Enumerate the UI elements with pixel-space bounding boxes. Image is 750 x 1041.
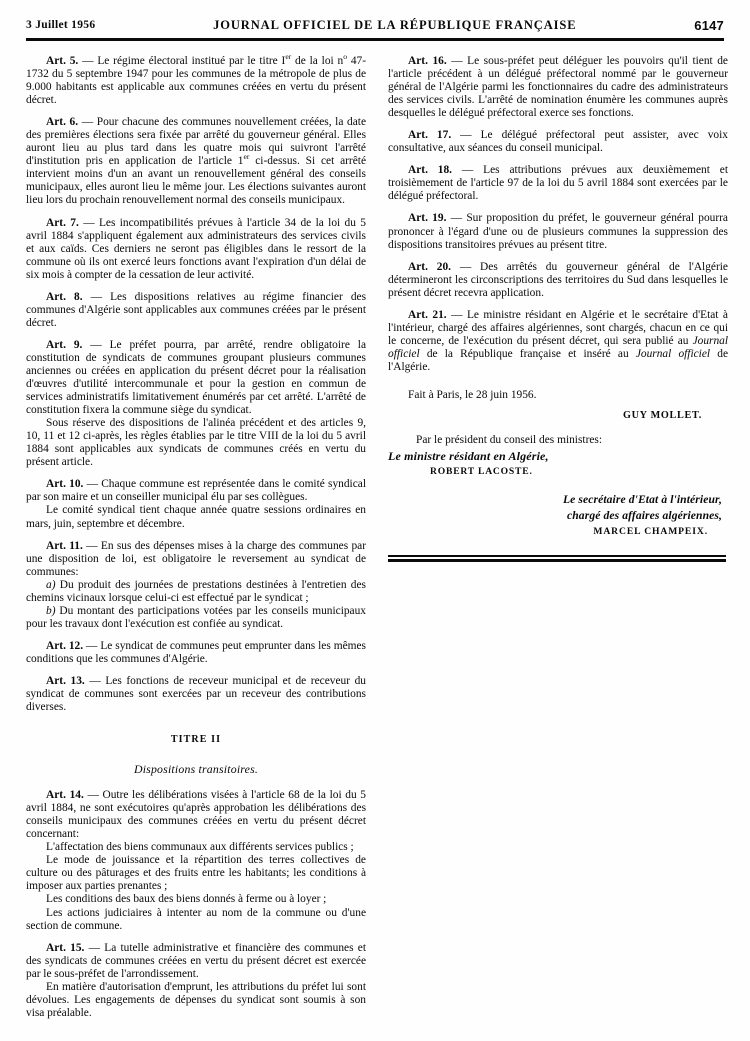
- article-subparagraph: L'affectation des biens communaux aux différents services publics ;: [46, 841, 354, 854]
- closing-rule-thin: [388, 555, 726, 557]
- primary-signature: GUY MOLLET.: [622, 410, 702, 422]
- countersigner-block: [388, 493, 728, 537]
- titre-heading-block: [26, 734, 366, 745]
- article-label: Art. 12.: [46, 639, 84, 652]
- article-subparagraph: Les actions judiciaires à intenter au nom de la commune ou d'une section de commune.: [26, 906, 366, 932]
- article-paragraph: Art. 20. — Des arrêtés du gouverneur général de l'Algérie détermineront les circonscriptions des territoires du Sud dans lesquelles le présent décret recevra application.: [388, 260, 728, 299]
- article-paragraph: Art. 17. — Le délégué préfectoral peut assister, avec voix consultative, aux séances du conseil municipal.: [388, 129, 728, 155]
- left-column: [26, 46, 366, 1020]
- masthead-date: 3 Juillet 1956: [26, 19, 96, 31]
- article-label: Art. 18.: [408, 164, 453, 177]
- article-paragraph: Art. 15. — La tutelle administrative et financière des communes et des syndicats de communes créées en vertu du présent décret est exercée par le sous-préfet de l'arrondissement.: [26, 941, 366, 980]
- article-paragraph: Art. 21. — Le ministre résidant en Algérie et le secrétaire d'Etat à l'intérieur, chargé des affaires algériennes, sont chargés, chacun en ce qui le concerne, de l'exécution du présent décret, qui sera publié au Journal officiel de la République française et inséré au Journal officiel de l'Algérie.: [388, 308, 729, 373]
- article-label: Art. 11.: [46, 539, 83, 552]
- article-paragraph: Art. 19. — Sur proposition du préfet, le gouverneur général pourra prononcer à l'égard d'une ou de plusieurs communes la suppression des dispositions transitoires prévues au présent titre.: [388, 212, 728, 251]
- article-label: Art. 21.: [408, 308, 447, 321]
- article-label: Art. 7.: [46, 216, 79, 229]
- article-label: Art. 20.: [408, 260, 451, 273]
- article-paragraph: Art. 16. — Le sous-préfet peut déléguer les pouvoirs qu'il tient de l'article précédent à un délégué préfectoral nommé par le gouverneur général de l'Algérie parmi les fonctionnaires du cadre des administrateurs des services civils. L'arrêté de nomination énumère les communes auprès desquelles le délégué préfectoral exerce ses fonctions.: [388, 55, 728, 120]
- article-label: Art. 16.: [408, 55, 447, 67]
- article-paragraph: Art. 7. — Les incompatibilités prévues à l'article 34 de la loi du 5 avril 1884 s'appliquent également aux administrateurs des services civils et aux caïds. Ces derniers ne seront pas éligibles dans le ressort de la commune où ils ont exercé leurs fonctions avant l'expiration d'un délai de six mois à compter de la cessation de leur activité.: [26, 216, 366, 281]
- article-paragraph: Art. 10. — Chaque commune est représentée dans le comité syndical par son maire et un conseiller municipal élu par ses collègues.: [26, 478, 366, 504]
- article-label: Art. 9.: [46, 338, 83, 351]
- closing-rule-thick: [388, 559, 726, 562]
- masthead-rule: [26, 38, 724, 41]
- article-label: Art. 8.: [46, 290, 83, 303]
- article-subparagraph: En matière d'autorisation d'emprunt, les attributions du préfet lui sont dévolues. Les engagements de dépenses du syndicat sont soumis à son visa préalable.: [26, 980, 366, 1019]
- article-label: Art. 13.: [46, 674, 85, 687]
- article-label: Art. 10.: [46, 478, 84, 491]
- article-label: Art. 17.: [408, 129, 452, 142]
- article-paragraph: Art. 8. — Les dispositions relatives au régime financier des communes d'Algérie sont applicables aux communes créées par le présent décret.: [26, 290, 366, 329]
- article-subparagraph: Le comité syndical tient chaque année quatre sessions ordinaires en mars, juin, septembre et décembre.: [26, 504, 366, 530]
- article-subparagraph: Sous réserve des dispositions de l'alinéa précédent et des articles 9, 10, 11 et 12 ci-après, les règles établies par le titre VIII de la loi du 5 avril 1884 sont applicables aux syndicats de communes créés en vertu du présent article.: [26, 417, 366, 469]
- right-column: [388, 46, 728, 562]
- countersigner-office: Le ministre résidant en Algérie,: [388, 449, 549, 464]
- countersigner-office-line1: Le secrétaire d'Etat à l'intérieur,: [562, 493, 722, 507]
- article-label: Art. 6.: [46, 116, 79, 129]
- article-paragraph: Art. 9. — Le préfet pourra, par arrêté, rendre obligatoire la constitution de syndicats de communes groupant plusieurs communes anciennes ou créées en application du présent décret pour la réalisation d'œuvres d'utilité intercommunale et pour la gestion en commun de services administratifs limitativement énumérés par cet arrêté. L'arrêté de constitution fixera la commune siège du syndicat.: [26, 338, 366, 417]
- section-closing-rule: [388, 555, 726, 562]
- article-paragraph: Art. 11. — En sus des dépenses mises à la charge des communes par une disposition de loi, est obligatoire le reversement au syndicat de communes:: [26, 539, 367, 578]
- titre-heading: TITRE II: [170, 734, 222, 746]
- article-subparagraph: b) Du montant des participations votées par les conseils municipaux pour les travaux dont l'exécution est confiée au syndicat.: [26, 604, 366, 630]
- countersign-intro: Par le président du conseil des ministres:: [416, 434, 603, 447]
- article-subparagraph: Le mode de jouissance et la répartition des terres collectives de culture ou des pâturages et des fruits entre les habitants; les conditions à imposer aux parties prenantes ;: [26, 854, 366, 893]
- body-columns: [26, 46, 729, 1020]
- article-label: Art. 19.: [408, 212, 447, 225]
- article-paragraph: Art. 18. — Les attributions prévues aux deuxièmement et troisièmement de l'article 97 de la loi du 5 avril 1884 sont exercées par le délégué préfectoral.: [388, 164, 728, 203]
- page-masthead: [26, 18, 724, 40]
- article-subparagraph: a) Du produit des journées de prestations destinées à l'entretien des chemins vicinaux lorsque celui-ci est effectué par le syndicat ;: [26, 578, 366, 604]
- article-subparagraph: Les conditions des baux des biens donnés à ferme ou à loyer ;: [46, 893, 327, 906]
- page-number: 6147: [694, 18, 724, 33]
- titre-subheading: Dispositions transitoires.: [133, 762, 259, 777]
- countersigner-name: ROBERT LACOSTE.: [430, 466, 533, 478]
- article-label: Art. 5.: [46, 55, 79, 67]
- countersigner-name: MARCEL CHAMPEIX.: [593, 526, 708, 538]
- article-label: Art. 15.: [46, 941, 85, 954]
- article-paragraph: Art. 5. — Le régime électoral institué par le titre Ier de la loi $n^o$ 47-1732 du 5 septembre 1947 pour les communes de la métropole de plus de 9.000 habitants est applicable aux communes créées en vertu du présent décret.: [26, 52, 367, 107]
- article-label: Art. 14.: [46, 789, 84, 802]
- article-paragraph: Art. 13. — Les fonctions de receveur municipal et de receveur du syndicat de communes sont exercées par un receveur des contributions diverses.: [26, 674, 366, 714]
- countersigner-office-line2: chargé des affaires algériennes,: [567, 509, 722, 523]
- article-paragraph: Art. 12. — Le syndicat de communes peut emprunter dans les mêmes conditions que les communes d'Algérie.: [26, 639, 366, 665]
- journal-title: JOURNAL OFFICIEL DE LA RÉPUBLIQUE FRANÇAISE: [213, 18, 577, 32]
- article-paragraph: Art. 6. — Pour chacune des communes nouvellement créées, la date des premières élections sera fixée par arrêté du gouverneur général. Elles auront lieu au plus tard dans les quatre mois qui suivront l'arrêté d'institution pris en application de l'article 1er ci-dessus. Si cet arrêté intervient moins d'un an avant un renouvellement général des conseils municipaux, elles auront lieu le même jour. Les élections suivantes auront lieu lors du prochain renouvellement normal des conseils municipaux.: [26, 116, 367, 207]
- article-paragraph: Art. 14. — Outre les délibérations visées à l'article 68 de la loi du 5 avril 1884, ne sont exécutoires qu'après approbation les délibérations des conseils municipaux des communes créées en vertu du présent décret concernant:: [26, 789, 366, 841]
- dateline: Fait à Paris, le 28 juin 1956.: [408, 388, 537, 401]
